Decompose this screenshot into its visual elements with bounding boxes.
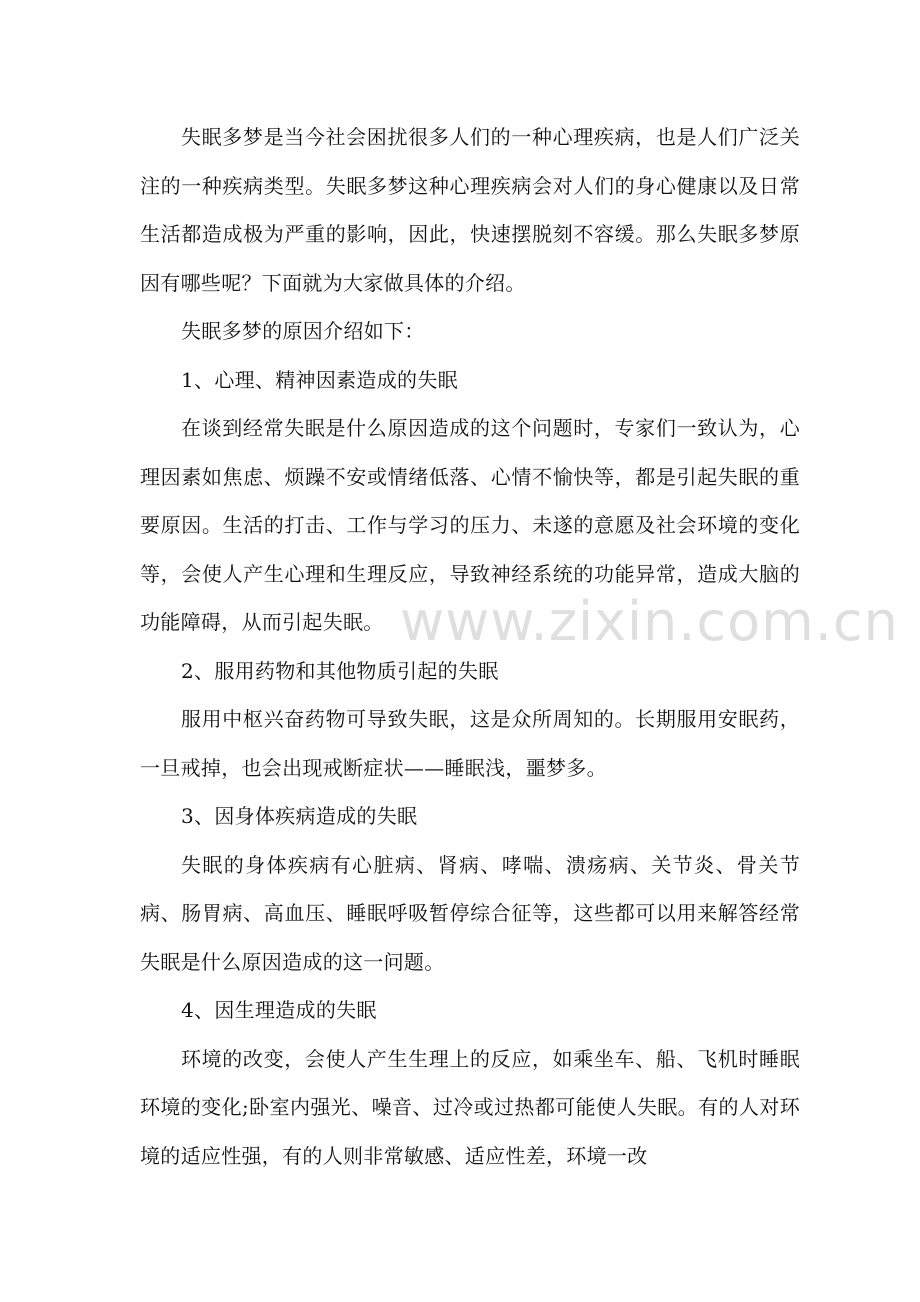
- section-paragraph-3: 失眠的身体疾病有心脏病、肾病、哮喘、溃疡病、关节炎、骨关节病、肠胃病、高血压、睡眠呼吸暂停综合征等，这些都可以用来解答经常失眠是什么原因造成的这一问题。: [140, 852, 800, 974]
- section-paragraph-4: 环境的改变，会使人产生生理上的反应，如乘坐车、船、飞机时睡眠环境的变化;卧室内强光、噪音、过冷或过热都可能使人失眠。有的人对环境的适应性强，有的人则非常敏感、适应性差，环境一改: [140, 1046, 800, 1168]
- section-heading-2: 2、服用药物和其他物质引起的失眠: [181, 658, 499, 683]
- section-heading-1: 1、心理、精神因素造成的失眠: [181, 367, 458, 392]
- section-paragraph-2: 服用中枢兴奋药物可导致失眠，这是众所周知的。长期服用安眠药，一旦戒掉，也会出现戒断症状——睡眠浅，噩梦多。: [140, 707, 800, 780]
- section-heading-4: 4、因生理造成的失眠: [181, 998, 377, 1022]
- section-heading-3: 3、因身体疾病造成的失眠: [181, 804, 418, 828]
- watermark: www.zixin.com.cn: [400, 590, 899, 653]
- causes-intro-line: 失眠多梦的原因介绍如下：: [181, 319, 425, 343]
- intro-paragraph: 失眠多梦是当今社会困扰很多人们的一种心理疾病，也是人们广泛关注的一种疾病类型。失眠多梦这种心理疾病会对人们的身心健康以及日常生活都造成极为严重的影响，因此，快速摆脱刻不容缓。那么失眠多梦原因有哪些呢？下面就为大家做具体的介绍。: [140, 125, 800, 295]
- section-paragraph-1: 在谈到经常失眠是什么原因造成的这个问题时，专家们一致认为，心理因素如焦虑、烦躁不安或情绪低落、心情不愉快等，都是引起失眠的重要原因。生活的打击、工作与学习的压力、未遂的意愿及社会环境的变化等，会使人产生心理和生理反应，导致神经系统的功能异常，造成大脑的功能障碍，从而引起失眠。: [140, 416, 800, 634]
